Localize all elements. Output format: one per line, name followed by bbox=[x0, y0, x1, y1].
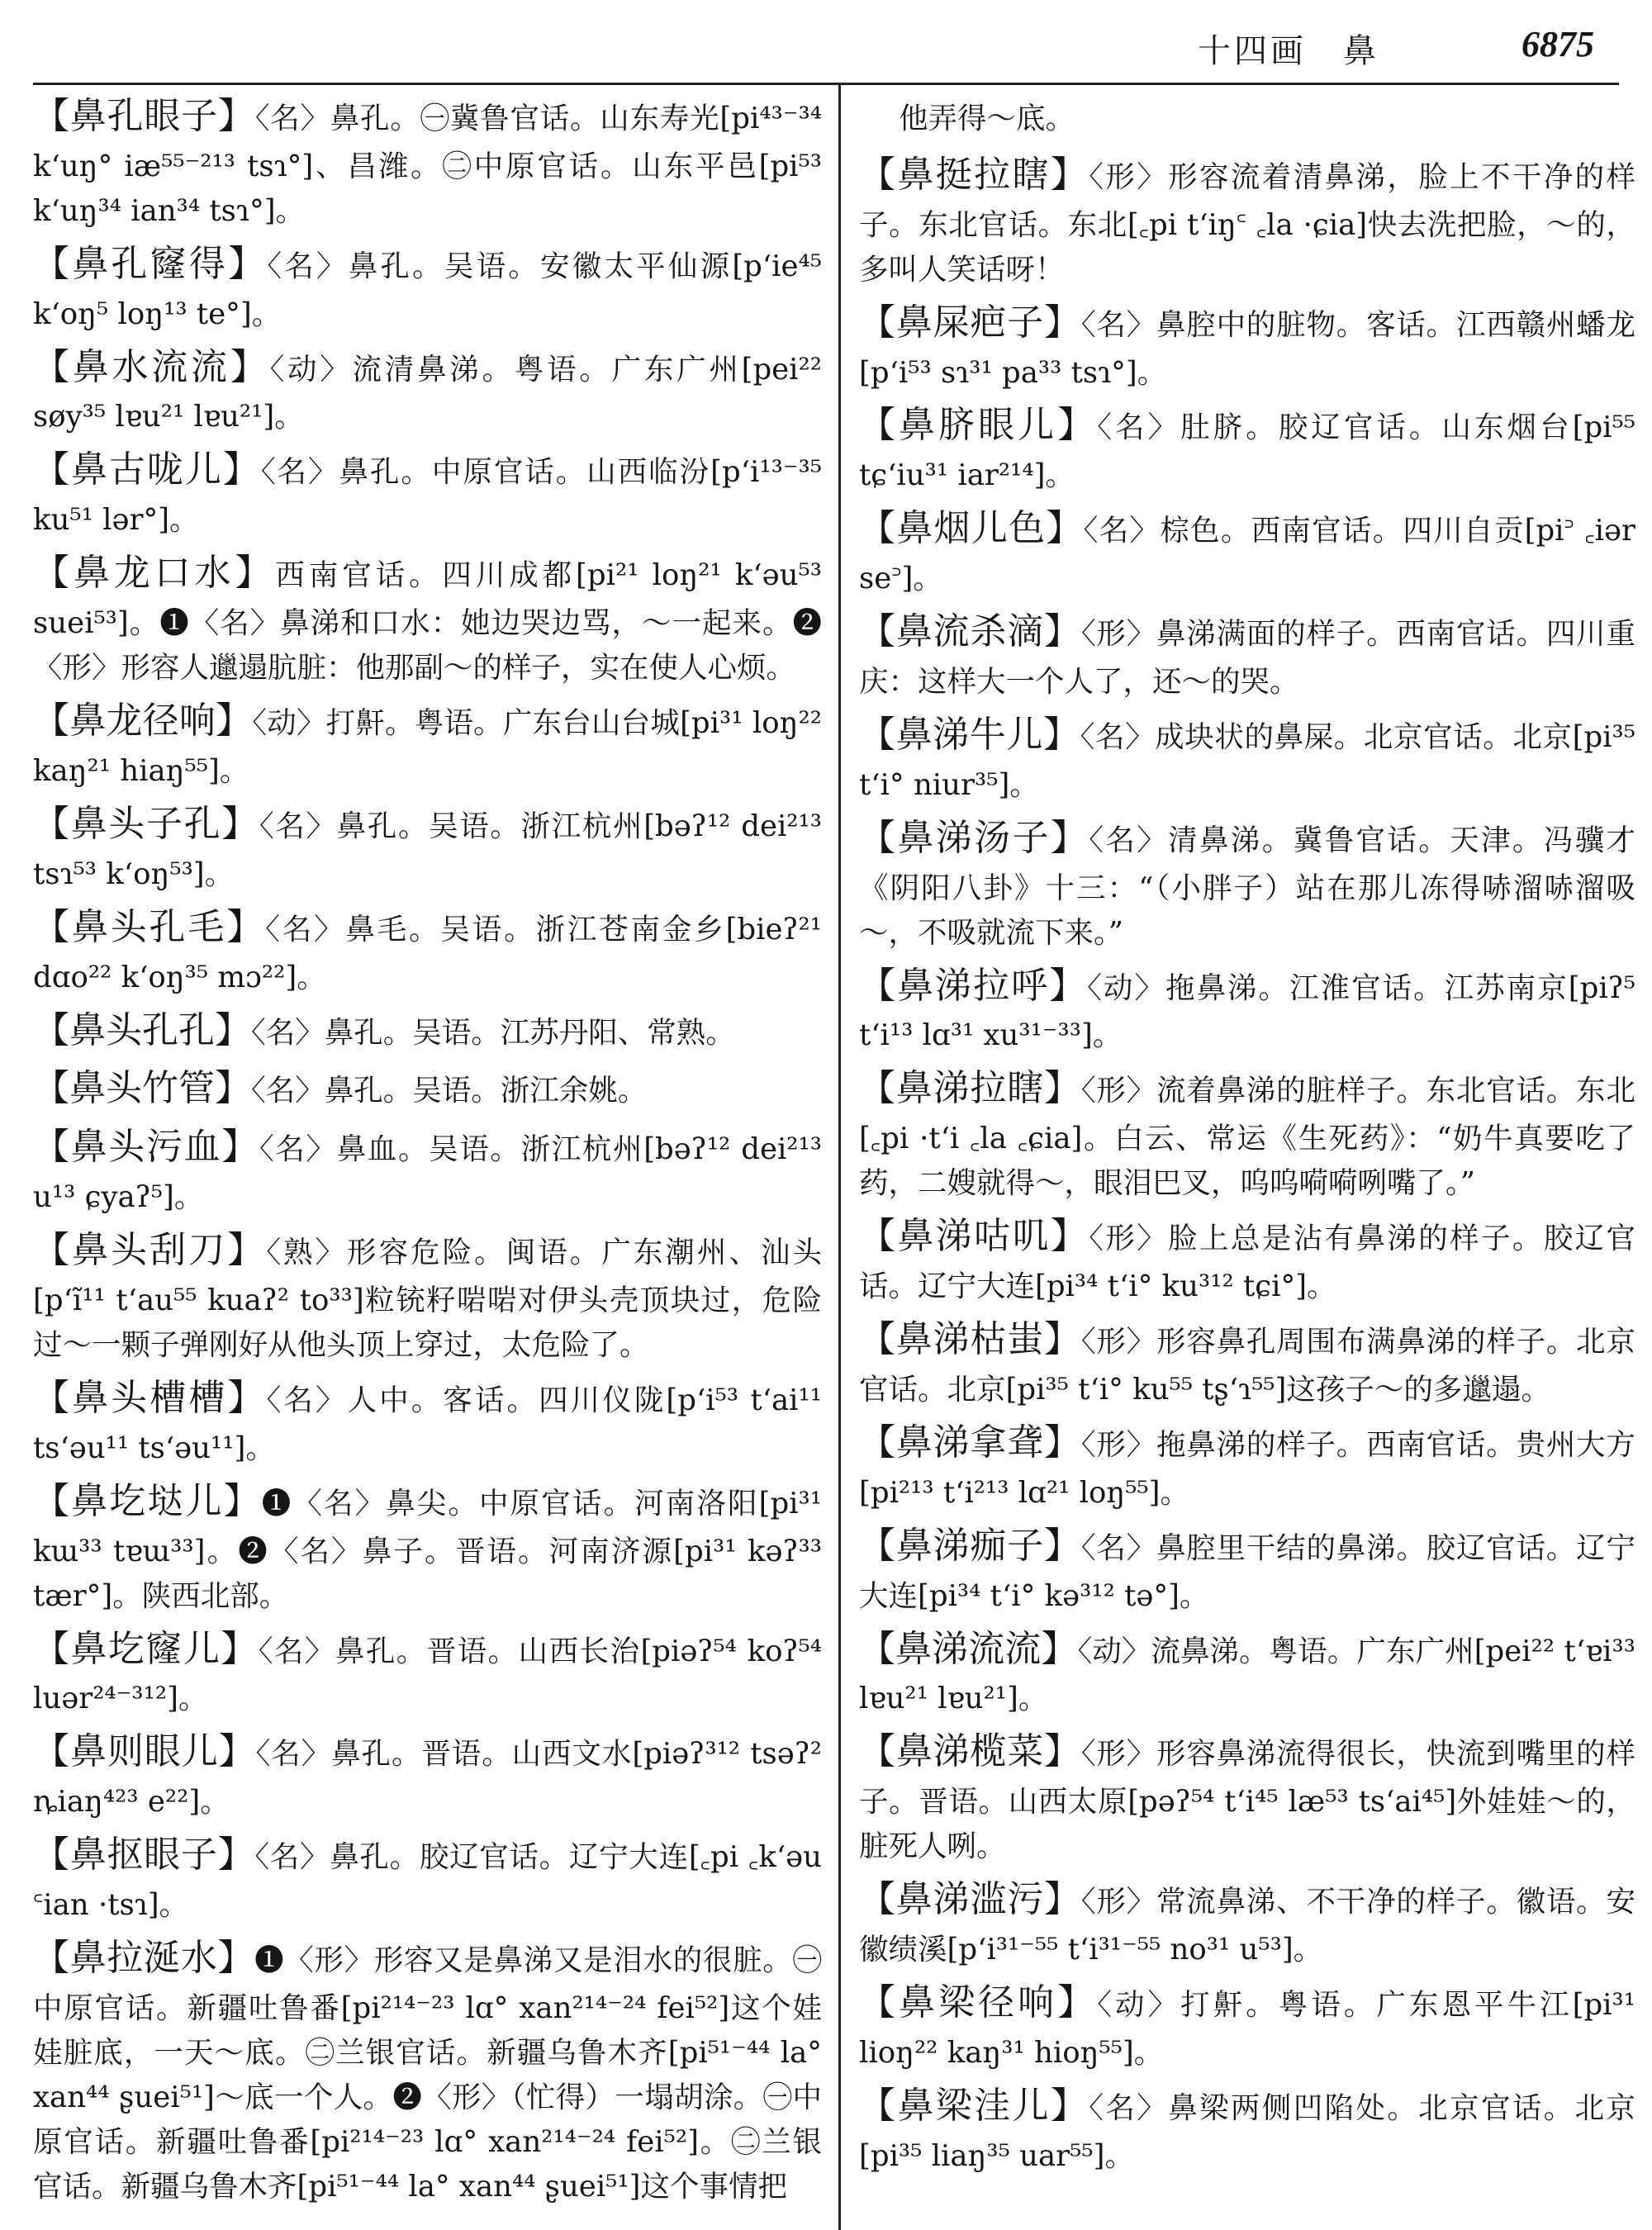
definition: ❶〈形〉形容又是鼻涕又是泪水的很脏。㊀中原官话。新疆吐鲁番[pi²¹⁴⁻²³ lɑ° xan²¹⁴⁻²⁴ fei⁵²]这个娃娃脏底，一天～底。㊁兰银官话。新疆乌鲁木齐[pi⁵¹⁻⁴⁴ la° xan⁴⁴ ʂuei⁵¹]～底一个人。❷〈形〉（忙得）一塌胡涂。㊀中原官话。新疆吐鲁番[pi²¹⁴⁻²³ lɑ° xan²¹⁴⁻²⁴ fei⁵²]。㊁兰银官话。新疆乌鲁木齐[pi⁵¹⁻⁴⁴ la° xan⁴⁴ ʂuei⁵¹]这个事情把 bbox=[33, 1943, 822, 2204]
entry bbox=[33, 797, 822, 897]
definition: 他弄得～底。 bbox=[899, 102, 1075, 135]
entry bbox=[859, 1209, 1635, 1309]
entry bbox=[859, 1061, 1635, 1206]
definition: 〈名〉鼻孔。吴语。浙江余姚。 bbox=[251, 1074, 648, 1108]
definition: 〈名〉成块状的鼻屎。北京官话。北京[pi³⁵ tʻi° niur³⁵]。 bbox=[859, 719, 1635, 802]
definition: 〈形〉常流鼻涕、不干净的样子。徽语。安徽绩溪[pʻi³¹⁻⁵⁵ tʻi³¹⁻⁵⁵ no³¹ u⁵³]。 bbox=[859, 1885, 1635, 1967]
definition: 〈名〉鼻孔。中原官话。山西临汾[pʻi¹³⁻³⁵ ku⁵¹ lər°]。 bbox=[33, 455, 822, 538]
headword: 【鼻梁洼儿】 bbox=[859, 2084, 1089, 2127]
entry bbox=[33, 1120, 822, 1220]
entry bbox=[33, 237, 822, 337]
headword: 【鼻圪垯儿】 bbox=[33, 1479, 262, 1522]
entry bbox=[33, 89, 822, 234]
definition: 〈名〉清鼻涕。冀鲁官话。天津。冯骥才《阴阳八卦》十三：“（小胖子）站在那儿冻得哧溜哧溜吸～，不吸就流下来。” bbox=[859, 823, 1635, 950]
headword: 【鼻头子孔】 bbox=[33, 802, 259, 845]
headword: 【鼻孔眼子】 bbox=[33, 95, 255, 137]
headword: 【鼻涕枯蚩】 bbox=[859, 1318, 1081, 1361]
definition: 〈名〉鼻毛。吴语。浙江苍南金乡[bieʔ²¹ dɑo²² kʻoŋ³⁵ mɔ²²]。 bbox=[33, 912, 823, 994]
headword: 【鼻涕牛儿】 bbox=[859, 713, 1080, 756]
headword: 【鼻头污血】 bbox=[33, 1126, 259, 1169]
headword: 【鼻头竹管】 bbox=[33, 1067, 251, 1110]
entry-continuation bbox=[859, 89, 1635, 145]
entry bbox=[859, 1416, 1635, 1516]
definition: 〈动〉拖鼻涕。江淮官话。江苏南京[piʔ⁵ tʻi¹³ lɑ³¹ xu³¹⁻³³]。 bbox=[859, 970, 1635, 1053]
definition: 〈名〉鼻孔。吴语。安徽太平仙源[pʻie⁴⁵ kʻoŋ⁵ loŋ¹³ te°]。 bbox=[33, 249, 823, 331]
definition: 〈名〉鼻梁两侧凹陷处。北京官话。北京[pi³⁵ liaŋ³⁵ uar⁵⁵]。 bbox=[859, 2090, 1635, 2173]
definition: 〈名〉鼻孔。吴语。浙江杭州[bəʔ¹² dei²¹³ tsɿ⁵³ kʻoŋ⁵³]。 bbox=[33, 809, 822, 891]
headword: 【鼻涕痂子】 bbox=[859, 1524, 1081, 1567]
definition: 〈名〉鼻孔。胶辽官话。辽宁大连[꜀pi ꜀kʻəu ꜂ian ·tsɿ]。 bbox=[33, 1840, 822, 1923]
definition: 〈动〉打鼾。粤语。广东台山台城[pi³¹ loŋ²² kaŋ²¹ hiaŋ⁵⁵]。 bbox=[33, 706, 822, 788]
headword: 【鼻则眼儿】 bbox=[33, 1730, 256, 1773]
headword: 【鼻水流流】 bbox=[33, 345, 270, 388]
entry bbox=[859, 708, 1635, 808]
headword: 【鼻涕拉瞎】 bbox=[859, 1067, 1081, 1110]
page-header bbox=[33, 0, 1619, 85]
entry bbox=[859, 811, 1635, 956]
definition: 〈名〉鼻孔。晋语。山西文水[piəʔ³¹² tsəʔ² ȵiaŋ⁴²³ e²²]。 bbox=[33, 1737, 822, 1820]
headword: 【鼻梁径响】 bbox=[859, 1981, 1098, 2024]
headword: 【鼻涕滥污】 bbox=[859, 1878, 1081, 1921]
entry bbox=[859, 1872, 1635, 1972]
entry bbox=[859, 1725, 1635, 1869]
definition: 〈熟〉形容危险。闽语。广东潮州、汕头[pʻĩ¹¹ tʻau⁵⁵ kuaʔ² to³³]粒铳籽啱啱对伊头壳顶块过，危险过～一颗子弹刚好从他头顶上穿过，太危险了。 bbox=[33, 1236, 822, 1362]
definition: 〈动〉流清鼻涕。粤语。广东广州[pei²² søy³⁵ lɐu²¹ lɐu²¹]。 bbox=[33, 352, 822, 434]
headword: 【鼻涕汤子】 bbox=[859, 816, 1089, 859]
headword: 【鼻涕拿聋】 bbox=[859, 1421, 1081, 1464]
definition: 〈形〉流着鼻涕的脏样子。东北官话。东北[꜀pi ·tʻi ꜀la ꜀ɕia]。白云、常运《生死药》：“奶牛真要吃了药，二嫂就得～，眼泪巴叉，呜呜嗬嗬咧嘴了。” bbox=[859, 1074, 1635, 1201]
entry bbox=[859, 1519, 1635, 1619]
definition: 〈形〉形容流着清鼻涕，脸上不干净的样子。东北官话。东北[꜀pi tʻiŋ꜂ ꜀la ·ɕia]快去洗把脸，～的，多叫人笑话呀！ bbox=[859, 159, 1635, 287]
entry bbox=[859, 296, 1635, 396]
headword: 【鼻脐眼儿】 bbox=[859, 404, 1098, 447]
definition: 西南官话。四川成都[pi²¹ loŋ²¹ kʻəu⁵³ suei⁵³]。❶〈名〉鼻涕和口水：她边哭边骂，～一起来。❷〈形〉形容人邋遢肮脏：他那副～的样子，实在使人心烦。 bbox=[33, 558, 822, 686]
entry bbox=[859, 605, 1635, 705]
entry bbox=[859, 1976, 1635, 2076]
headword: 【鼻龙口水】 bbox=[33, 552, 276, 595]
entry bbox=[33, 1223, 822, 1368]
entry bbox=[33, 1474, 822, 1619]
headword: 【鼻抠眼子】 bbox=[33, 1834, 255, 1877]
headword: 【鼻头孔毛】 bbox=[33, 905, 266, 948]
headword: 【鼻流杀滴】 bbox=[859, 610, 1081, 653]
headword: 【鼻头刮刀】 bbox=[33, 1229, 267, 1272]
headword: 【鼻屎疤子】 bbox=[859, 301, 1081, 344]
definition: 〈名〉鼻腔里干结的鼻涕。胶辽官话。辽宁大连[pi³⁴ tʻi° kə³¹² tə°]。 bbox=[859, 1530, 1635, 1613]
right-column bbox=[859, 89, 1635, 2182]
entry bbox=[33, 1004, 822, 1059]
definition: ❶〈名〉鼻尖。中原官话。河南洛阳[pi³¹ kɯ³³ tɐɯ³³]。❷〈名〉鼻子。晋语。河南济源[pi³¹ kəʔ³³ tær°]。陕西北部。 bbox=[33, 1486, 822, 1613]
left-column bbox=[33, 89, 822, 2213]
entry bbox=[33, 1622, 822, 1722]
page-number: 6875 bbox=[1521, 24, 1594, 64]
entry bbox=[859, 501, 1635, 601]
section-title: 十四画 鼻 bbox=[1198, 32, 1379, 70]
entry bbox=[859, 2079, 1635, 2179]
headword: 【鼻涕流流】 bbox=[859, 1627, 1078, 1670]
definition: 〈名〉鼻血。吴语。浙江杭州[bəʔ¹² dei²¹³ u¹³ ɕyaʔ⁵]。 bbox=[33, 1132, 822, 1215]
entry bbox=[33, 1061, 822, 1117]
definition: 〈名〉鼻孔。㊀冀鲁官话。山东寿光[pi⁴³⁻³⁴ kʻuŋ° iæ⁵⁵⁻²¹³ tsɿ°]、昌潍。㊁中原官话。山东平邑[pi⁵³ kʻuŋ³⁴ ian³⁴ tsɿ°]。 bbox=[33, 102, 823, 228]
entry bbox=[859, 1622, 1635, 1722]
definition: 〈形〉拖鼻涕的样子。西南官话。贵州大方[pi²¹³ tʻi²¹³ lɑ²¹ loŋ⁵⁵]。 bbox=[859, 1427, 1635, 1510]
definition: 〈形〉形容鼻涕流得很长，快流到嘴里的样子。晋语。山西太原[pəʔ⁵⁴ tʻi⁴⁵ læ⁵³ tsʻai⁴⁵]外娃娃～的，脏死人咧。 bbox=[859, 1737, 1635, 1864]
definition: 〈形〉形容鼻孔周围布满鼻涕的样子。北京官话。北京[pi³⁵ tʻi° ku⁵⁵ tʂʻɿ⁵⁵]这孩子～的多邋遢。 bbox=[859, 1325, 1635, 1407]
headword: 【鼻龙径响】 bbox=[33, 700, 253, 743]
headword: 【鼻拉涎水】 bbox=[33, 1936, 255, 1979]
definition: 〈名〉鼻腔中的脏物。客话。江西赣州蟠龙[pʻi⁵³ sɿ³¹ pa³³ tsɿ°]。 bbox=[859, 307, 1635, 390]
entry bbox=[33, 1828, 822, 1928]
definition: 〈动〉打鼾。粤语。广东恩平牛江[pi³¹ lioŋ²² kaŋ³¹ hioŋ⁵⁵]。 bbox=[859, 1987, 1635, 2070]
entry bbox=[33, 546, 822, 690]
headword: 【鼻古咙儿】 bbox=[33, 448, 261, 491]
entry bbox=[33, 1725, 822, 1824]
definition: 〈名〉肚脐。胶辽官话。山东烟台[pi⁵⁵ tɕʻiu³¹ iar²¹⁴]。 bbox=[859, 410, 1635, 493]
entry bbox=[859, 398, 1635, 498]
headword: 【鼻头槽槽】 bbox=[33, 1376, 267, 1419]
entry bbox=[859, 959, 1635, 1059]
headword: 【鼻挺拉瞎】 bbox=[859, 153, 1089, 196]
headword: 【鼻烟儿色】 bbox=[859, 507, 1084, 550]
headword: 【鼻头孔孔】 bbox=[33, 1008, 251, 1051]
entry bbox=[859, 148, 1635, 292]
headword: 【鼻孔窿得】 bbox=[33, 242, 268, 285]
definition: 〈名〉鼻孔。吴语。江苏丹阳、常熟。 bbox=[251, 1015, 735, 1050]
entry bbox=[33, 443, 822, 543]
definition: 〈名〉人中。客话。四川仪陇[pʻi⁵³ tʻai¹¹ tsʻəu¹¹ tsʻəu¹¹]。 bbox=[33, 1383, 822, 1465]
entry bbox=[33, 900, 822, 1000]
entry bbox=[33, 1931, 822, 2209]
headword: 【鼻圪窿儿】 bbox=[33, 1627, 259, 1670]
definition: 〈名〉棕色。西南官话。四川自贡[pi꜄ ꜀iər se꜄]。 bbox=[859, 514, 1635, 596]
definition: 〈形〉鼻涕满面的样子。西南官话。四川重庆：这样大一个人了，还～的哭。 bbox=[859, 617, 1635, 700]
entry bbox=[859, 1312, 1635, 1412]
entry bbox=[33, 694, 822, 794]
definition: 〈形〉脸上总是沾有鼻涕的样子。胶辽官话。辽宁大连[pi³⁴ tʻi° ku³¹² tɕi°]。 bbox=[859, 1222, 1635, 1304]
entry bbox=[33, 340, 822, 440]
headword: 【鼻涕榄菜】 bbox=[859, 1730, 1081, 1773]
definition: 〈动〉流鼻涕。粤语。广东广州[pei²² tʻɐi³³ lɐu²¹ lɐu²¹]。 bbox=[859, 1634, 1635, 1716]
headword: 【鼻涕咕叽】 bbox=[859, 1215, 1089, 1258]
entry bbox=[33, 1371, 822, 1471]
definition: 〈名〉鼻孔。晋语。山西长治[piəʔ⁵⁴ koʔ⁵⁴ luər²⁴⁻³¹²]。 bbox=[33, 1634, 822, 1716]
headword: 【鼻涕拉呼】 bbox=[859, 964, 1088, 1007]
column-divider bbox=[838, 83, 841, 2230]
